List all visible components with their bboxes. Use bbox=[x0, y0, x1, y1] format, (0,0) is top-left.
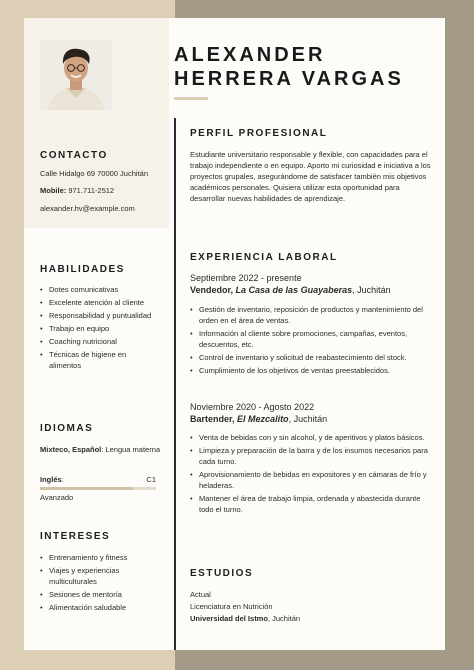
language-english bbox=[40, 474, 156, 485]
education-location: , Juchitán bbox=[267, 614, 301, 623]
job-role-title: Bartender bbox=[190, 414, 233, 424]
job-location: , Juchitán bbox=[288, 414, 328, 424]
name-underline bbox=[174, 97, 208, 100]
contact-email[interactable]: alexander.hv@example.com bbox=[40, 204, 135, 213]
list-item: • Viajes y experiencias multiculturales bbox=[40, 565, 160, 587]
job-date: Noviembre 2020 - Agosto 2022 bbox=[190, 402, 315, 412]
list-item: • Limpieza y preparación de la barra y de los insumos necesarios para cada turno. bbox=[190, 445, 435, 467]
list-item: • Entrenamiento y fitness bbox=[40, 552, 160, 563]
mobile-value: 971.711-2512 bbox=[68, 186, 115, 195]
skills-list bbox=[40, 284, 160, 373]
language-level-text: Avanzado bbox=[40, 493, 74, 502]
list-item: • Coaching nutricional bbox=[40, 336, 160, 347]
column-divider bbox=[174, 118, 176, 650]
job-role-sep: , bbox=[232, 414, 238, 424]
languages-title: IDIOMAS bbox=[40, 423, 94, 434]
sidebar bbox=[24, 18, 169, 650]
contact-address: Calle Hidalgo 69 70000 Juchitán bbox=[40, 169, 148, 178]
list-item: • Control de inventario y solicitud de reabastecimiento del stock. bbox=[190, 352, 435, 363]
experience-title: EXPERIENCIA LABORAL bbox=[190, 252, 338, 263]
language-level-code: C1 bbox=[146, 475, 156, 484]
native-languages-bold: Mixteco, Español bbox=[40, 445, 102, 454]
list-item: • Trabajo en equipo bbox=[40, 323, 160, 334]
interests-title: INTERESES bbox=[40, 531, 111, 542]
list-item: • Mantener el área de trabajo limpia, ordenada y abastecida durante todo el turno. bbox=[190, 493, 435, 515]
list-item: • Aprovisionamiento de bebidas en expositores y en cámaras de frío y heladeras. bbox=[190, 469, 435, 491]
interests-list bbox=[40, 552, 160, 615]
list-item: • Venta de bebidas con y sin alcohol, y de aperitivos y platos básicos. bbox=[190, 432, 435, 443]
native-languages bbox=[40, 444, 162, 455]
list-item: • Sesiones de mentoría bbox=[40, 589, 160, 600]
list-item: • Dotes comunicativas bbox=[40, 284, 160, 295]
list-item: • Cumplimiento de los objetivos de ventas preestablecidos. bbox=[190, 365, 435, 376]
contact-title: CONTACTO bbox=[40, 150, 108, 161]
skills-title: HABILIDADES bbox=[40, 264, 125, 275]
profile-photo bbox=[40, 40, 112, 110]
list-item: • Gestión de inventario, reposición de productos y mantenimiento del orden en el área de ventas. bbox=[190, 304, 435, 326]
education-status: Actual bbox=[190, 590, 211, 599]
job-company: La Casa de las Guayaberas bbox=[235, 285, 353, 295]
profile-text: Estudiante universitario responsable y flexible, con capacidades para el trabajo independiente o en equipo. Aporto mi curiosidad e iniciativa a los proyectos grupales, asegurándome de satisfacer también mis objetivos académicos personales. Quisiera utilizar esta oportunidad para desarrollar nuevas habilidades de aprendizaje. bbox=[190, 150, 431, 203]
language-level-fill bbox=[40, 487, 133, 490]
job-role bbox=[190, 285, 440, 296]
list-item: • Responsabilidad y puntualidad bbox=[40, 310, 160, 321]
job-role-title: Vendedor bbox=[190, 285, 231, 295]
language-level-bar bbox=[40, 487, 156, 490]
profile-title: PERFIL PROFESIONAL bbox=[190, 128, 328, 139]
list-item: • Información al cliente sobre promociones, campañas, eventos, descuentos, etc. bbox=[190, 328, 435, 350]
native-languages-rest: : Lengua materna bbox=[101, 445, 161, 454]
list-item: • Técnicas de higiene en alimentos bbox=[40, 349, 160, 371]
job-date: Septiembre 2022 - presente bbox=[190, 273, 302, 283]
list-item: • Excelente atención al cliente bbox=[40, 297, 160, 308]
job-duties-list bbox=[190, 432, 435, 517]
education-title: ESTUDIOS bbox=[190, 568, 254, 579]
job-location: , Juchitán bbox=[352, 285, 391, 295]
person-photo-icon bbox=[40, 40, 112, 110]
job-role-sep: , bbox=[230, 285, 236, 295]
education-school-line bbox=[190, 613, 300, 624]
job-role bbox=[190, 414, 440, 425]
education-degree: Licenciatura en Nutrición bbox=[190, 602, 273, 611]
language-name: Inglés bbox=[40, 475, 62, 484]
list-item: • Alimentación saludable bbox=[40, 602, 160, 613]
candidate-name: ALEXANDER HERRERA VARGAS bbox=[174, 44, 404, 90]
education-school: Universidad del Istmo bbox=[190, 614, 268, 623]
job-duties-list bbox=[190, 304, 435, 378]
job-company: El Mezcalito bbox=[237, 414, 289, 424]
language-colon: : bbox=[61, 475, 64, 484]
mobile-label: Mobile: bbox=[40, 186, 67, 195]
contact-mobile bbox=[40, 185, 165, 196]
